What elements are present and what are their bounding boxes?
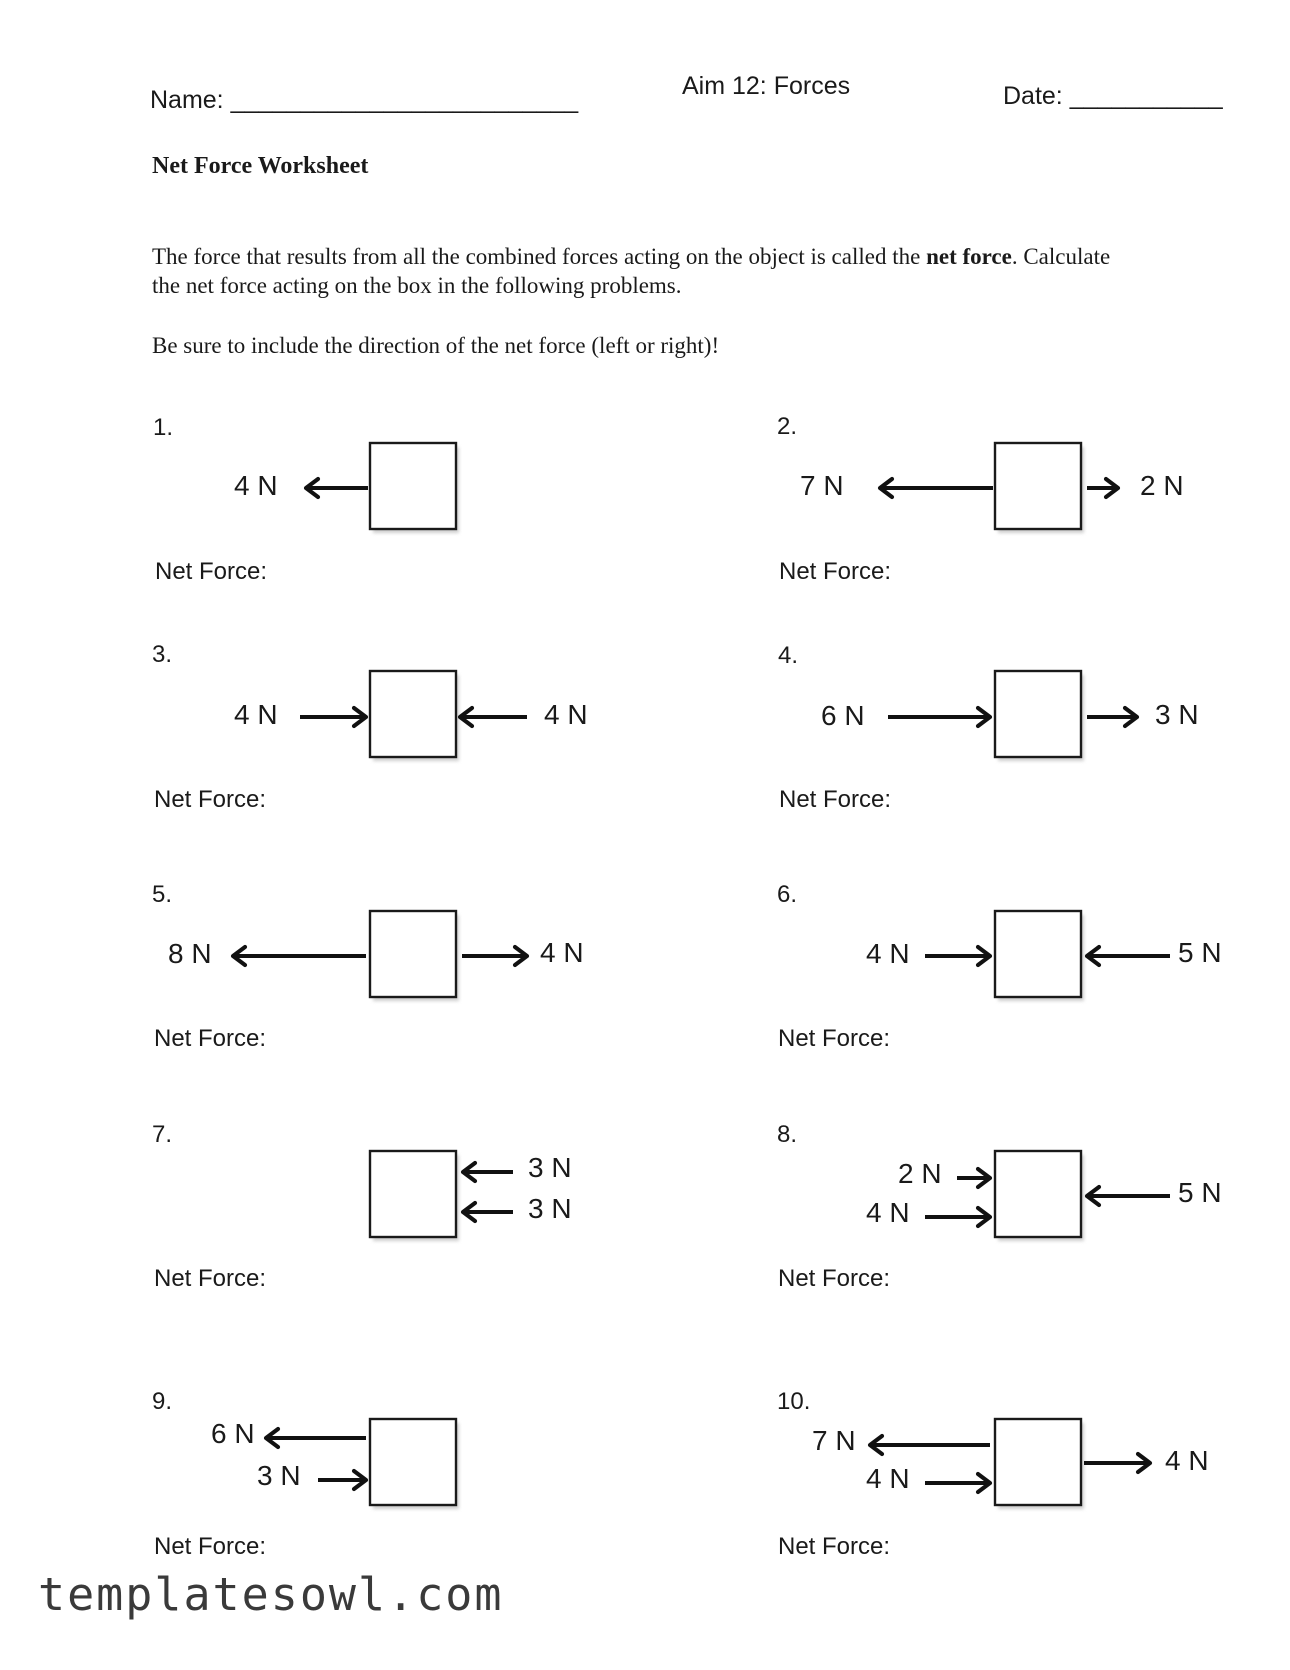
box-5 — [370, 911, 456, 997]
arrow-5-left — [233, 947, 366, 965]
force-label: 4 N — [866, 938, 910, 969]
problem-number: 6. — [777, 881, 798, 908]
net-force-label: Net Force: — [154, 1265, 267, 1292]
arrow-6-right — [925, 947, 990, 965]
force-label: 3 N — [1155, 699, 1199, 730]
net-force-label: Net Force: — [778, 1025, 891, 1052]
force-label: 5 N — [1178, 1177, 1222, 1208]
arrow-6-left — [1087, 947, 1170, 965]
arrow-8-left — [1087, 1187, 1170, 1205]
net-force-label: Net Force: — [154, 1533, 267, 1560]
arrow-5-right — [462, 947, 527, 965]
net-force-label: Net Force: — [154, 1025, 267, 1052]
force-label: 4 N — [1165, 1445, 1209, 1476]
force-label: 2 N — [1140, 470, 1184, 501]
problem-number: 2. — [777, 413, 798, 440]
intro-text-start: The force that results from all the combined forces acting on the object is called the — [152, 244, 927, 269]
intro-text-end: . Calculate the net force acting on the box in the following problems. — [152, 244, 1111, 298]
problem-number: 4. — [778, 642, 799, 669]
net-force-label: Net Force: — [778, 1265, 891, 1292]
force-label: 4 N — [540, 937, 584, 968]
arrow-7-left-bottom — [463, 1203, 513, 1221]
arrow-7-left-top — [463, 1163, 513, 1181]
box-7 — [370, 1151, 456, 1237]
force-label: 8 N — [168, 938, 212, 969]
box-4 — [995, 671, 1081, 757]
direction-instruction: Be sure to include the direction of the net force (left or right)! — [152, 333, 720, 358]
problem-number: 3. — [152, 641, 173, 668]
force-label: 3 N — [528, 1193, 572, 1224]
arrow-3-left — [460, 708, 527, 726]
arrow-10-right-2 — [1084, 1454, 1150, 1472]
box-8 — [995, 1151, 1081, 1237]
arrow-2-right — [1087, 479, 1118, 497]
arrow-10-left — [870, 1436, 990, 1454]
arrow-8-right-bottom — [925, 1208, 990, 1226]
arrow-2-left — [880, 479, 993, 497]
arrow-3-right — [300, 708, 366, 726]
aim-heading: Aim 12: Forces — [682, 72, 851, 100]
net-force-label: Net Force: — [779, 786, 892, 813]
box-6 — [995, 911, 1081, 997]
force-label: 3 N — [257, 1460, 301, 1491]
net-force-label: Net Force: — [155, 558, 268, 585]
worksheet-title: Net Force Worksheet — [152, 153, 369, 179]
name-field-label: Name: _________________________ — [150, 86, 579, 114]
watermark: templatesowl.com — [38, 1568, 504, 1621]
net-force-label: Net Force: — [778, 1533, 891, 1560]
arrow-4-right — [888, 708, 990, 726]
force-label: 4 N — [544, 699, 588, 730]
force-label: 6 N — [211, 1418, 255, 1449]
box-9 — [370, 1419, 456, 1505]
force-label: 6 N — [821, 700, 865, 731]
arrow-1-left — [306, 479, 368, 497]
box-2 — [995, 443, 1081, 529]
box-1 — [370, 443, 456, 529]
force-label: 4 N — [866, 1197, 910, 1228]
problem-number: 5. — [152, 881, 173, 908]
arrow-4-right-2 — [1087, 708, 1137, 726]
force-label: 7 N — [812, 1425, 856, 1456]
problem-number: 8. — [777, 1121, 798, 1148]
arrow-8-right-top — [957, 1169, 990, 1187]
problem-number: 1. — [153, 414, 174, 441]
problem-number: 9. — [152, 1388, 173, 1415]
force-label: 3 N — [528, 1152, 572, 1183]
problem-number: 7. — [152, 1121, 173, 1148]
intro-bold-term: net force — [926, 244, 1012, 269]
arrow-9-right — [318, 1471, 366, 1489]
box-3 — [370, 671, 456, 757]
net-force-label: Net Force: — [779, 558, 892, 585]
force-label: 5 N — [1178, 937, 1222, 968]
box-10 — [995, 1419, 1081, 1505]
force-label: 4 N — [866, 1463, 910, 1494]
arrow-9-left — [266, 1429, 366, 1447]
force-label: 4 N — [234, 470, 278, 501]
force-label: 2 N — [898, 1158, 942, 1189]
date-field-label: Date: ___________ — [1003, 82, 1223, 110]
force-label: 4 N — [234, 699, 278, 730]
problem-number: 10. — [777, 1388, 811, 1415]
arrow-10-right — [925, 1474, 990, 1492]
net-force-label: Net Force: — [154, 786, 267, 813]
force-label: 7 N — [800, 470, 844, 501]
